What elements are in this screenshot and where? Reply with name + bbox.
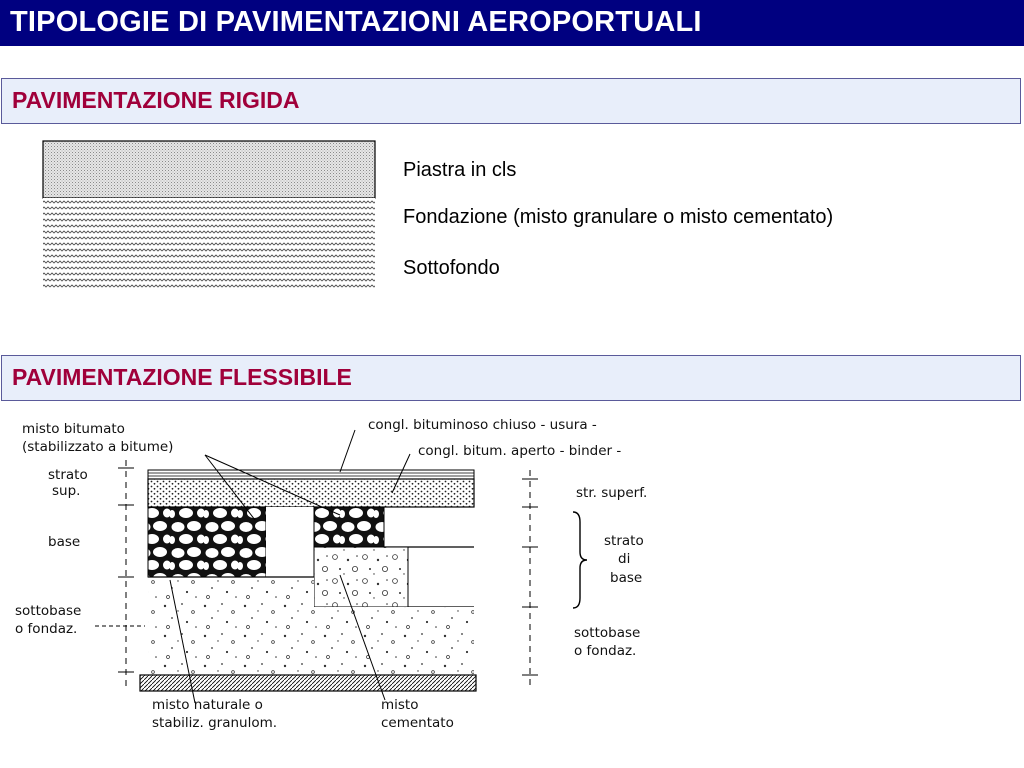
title-box bbox=[0, 0, 1024, 46]
slab-layer bbox=[43, 141, 375, 198]
label-strato-di-base-2: di bbox=[618, 551, 631, 567]
label-sottobase-right-2: o fondaz. bbox=[574, 643, 637, 659]
label-stabilizzato-bitume: (stabilizzato a bitume) bbox=[22, 439, 174, 455]
label-strato-di-base-1: strato bbox=[604, 533, 644, 549]
label-misto-naturale-1: misto naturale o bbox=[152, 697, 263, 713]
label-sottobase-left-1: sottobase bbox=[15, 603, 82, 619]
title-bar bbox=[0, 0, 1024, 48]
flexible-heading-box bbox=[1, 355, 1021, 401]
label-misto-cementato-2: cementato bbox=[381, 715, 454, 731]
rigid-layer-slab-label: Piastra in cls bbox=[403, 159, 517, 181]
label-usura: congl. bituminoso chiuso - usura - bbox=[368, 417, 597, 433]
rigid-pavement-diagram bbox=[42, 140, 378, 290]
label-misto-cementato-1: misto bbox=[381, 697, 419, 713]
label-sottobase-left-2: o fondaz. bbox=[15, 621, 78, 637]
label-binder: congl. bitum. aperto - binder - bbox=[418, 443, 622, 459]
label-misto-bitumato: misto bitumato bbox=[22, 421, 125, 437]
slide-title: TIPOLOGIE DI PAVIMENTAZIONI AEROPORTUALI bbox=[10, 6, 702, 38]
flexible-heading: PAVIMENTAZIONE FLESSIBILE bbox=[12, 364, 352, 390]
rigid-layer-foundation-label: Fondazione (misto granulare o misto cementato) bbox=[403, 206, 834, 228]
label-strato-di-base-3: base bbox=[610, 570, 643, 586]
flexible-pavement-diagram bbox=[0, 400, 700, 768]
label-base: base bbox=[48, 534, 81, 550]
foundation-layer bbox=[43, 198, 375, 288]
label-str-superf: str. superf. bbox=[576, 485, 648, 501]
rigid-layer-subgrade-label: Sottofondo bbox=[403, 257, 500, 279]
label-strato-sup-1: strato bbox=[48, 467, 88, 483]
label-sottobase-right-1: sottobase bbox=[574, 625, 641, 641]
rigid-heading-box bbox=[1, 78, 1021, 124]
rigid-heading: PAVIMENTAZIONE RIGIDA bbox=[12, 87, 300, 113]
label-strato-sup-2: sup. bbox=[52, 483, 81, 499]
label-misto-naturale-2: stabiliz. granulom. bbox=[152, 715, 278, 731]
